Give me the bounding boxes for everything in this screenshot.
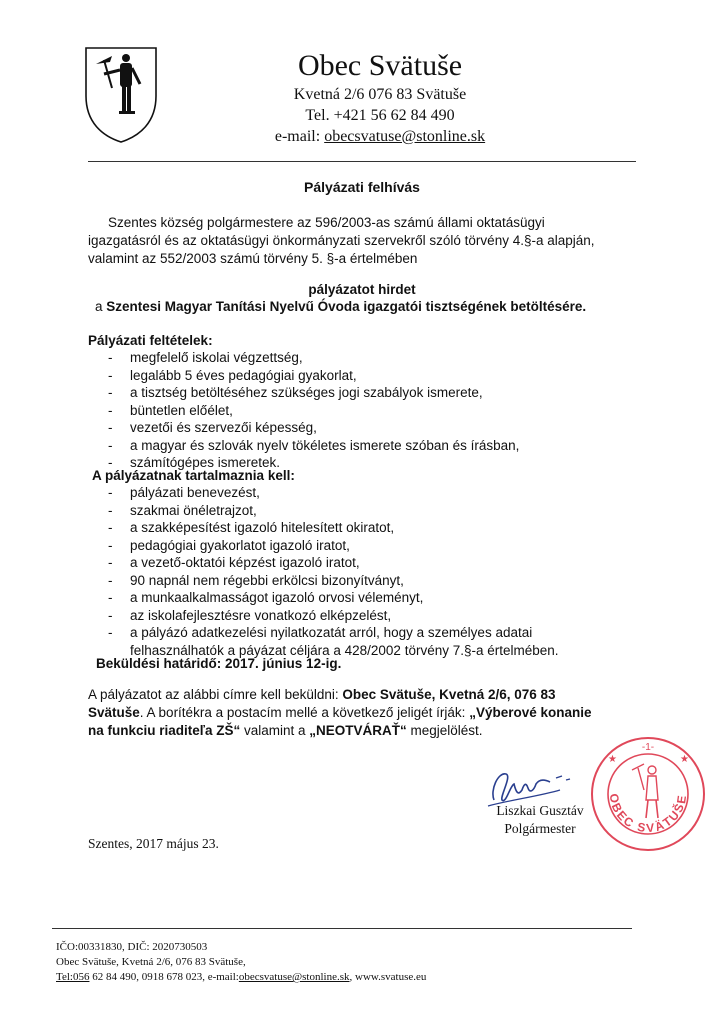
list-item: - vezetői és szervezői képesség,: [108, 419, 519, 437]
email-label: e-mail:: [274, 128, 325, 145]
list-item: - a munkaalkalmasságot igazoló orvosi véleményt,: [108, 589, 559, 607]
document-title: Pályázati felhívás: [304, 179, 420, 195]
svg-text:OBEC SVÄTUŠE: [607, 793, 690, 836]
list-item: - számítógépes ismeretek.: [108, 454, 519, 472]
footer-ids: IČO:00331830, DIČ: 2020730503: [56, 941, 208, 953]
list-item: - a tisztség betöltéséhez szükséges jogi szabályok ismerete,: [108, 384, 519, 402]
intro-line-2: igazgatásról és az oktatásügyi önkormányzati szervekről szóló törvény 4.§-a alapján,: [88, 233, 595, 248]
coat-of-arms-icon: [82, 44, 160, 144]
list-item-continuation: felhasználhatók a páyázat céljára a 428/2002 törvény 7.§-a értelmében.: [130, 642, 559, 658]
conditions-list: [108, 349, 519, 472]
submission-line-2: Svätuše. A borítékra a postacím mellé a következő jeligét írják: „Výberové konanie: [88, 705, 592, 720]
footer: [56, 940, 426, 985]
list-item: - a vezető-oktatói képzést igazoló iratot,: [108, 554, 559, 572]
conditions-heading: Pályázati feltételek:: [88, 333, 213, 348]
signatory-role: Polgármester: [504, 821, 576, 836]
submission-line-3: na funkciu riaditeľa ZŠ“ valamint a „NEOTVÁRAŤ“ megjelölést.: [88, 723, 483, 738]
intro-line-3: valamint az 552/2003 számú törvény 5. §-a értelmében: [88, 251, 418, 266]
footer-divider: [52, 928, 632, 929]
org-address: Kvetná 2/6 076 83 Svätuše: [293, 86, 467, 103]
stamp-number: -1-: [641, 742, 655, 753]
org-phone: Tel. +421 56 62 84 490: [305, 107, 455, 124]
official-stamp-icon: [588, 734, 708, 854]
list-item: - büntetlen előélet,: [108, 402, 519, 420]
list-item: - 90 napnál nem régebbi erkölcsi bizonyítványt,: [108, 572, 559, 590]
list-item: - a magyar és szlovák nyelv tökéletes ismerete szóban és írásban,: [108, 437, 519, 455]
list-item: - a szakképesítést igazoló hitelesített okiratot,: [108, 519, 559, 537]
intro-line-1: Szentes község polgármestere az 596/2003-as számú állami oktatásügyi: [108, 215, 545, 230]
subject-text: Szentesi Magyar Tanítási Nyelvű Óvoda igazgatói tisztségének betöltésére.: [106, 299, 587, 314]
list-item: - pályázati benevezést,: [108, 484, 559, 502]
footer-address: Obec Svätuše, Kvetná 2/6, 076 83 Svätuše,: [56, 956, 246, 968]
svg-text:★: ★: [608, 754, 617, 765]
announce-subject: a Szentesi Magyar Tanítási Nyelvű Óvoda igazgatói tisztségének betöltésére.: [95, 299, 587, 314]
submission-line-1: A pályázatot az alábbi címre kell beküldni: Obec Svätuše, Kvetná 2/6, 076 83: [88, 687, 556, 702]
list-item: - pedagógiai gyakorlatot igazoló iratot,: [108, 537, 559, 555]
footer-contact: Tel:056 62 84 490, 0918 678 023, e-mail:obecsvatuse@stonline.sk, www.svatuse.eu: [56, 971, 427, 983]
deadline: Beküldési határidő: 2017. június 12-ig.: [96, 656, 342, 671]
list-item: - szakmai önéletrajzot,: [108, 502, 559, 520]
org-email-line: [230, 126, 530, 147]
svg-text:★: ★: [680, 754, 689, 765]
announce-headline: pályázatot hirdet: [308, 282, 416, 297]
contents-list: [108, 484, 559, 659]
signatory: [480, 802, 600, 838]
org-name: Obec Svätuše: [297, 49, 463, 82]
stamp-text: OBEC SVÄTUŠE: [606, 792, 690, 836]
email-link[interactable]: obecsvatuse@stonline.sk: [324, 128, 486, 145]
signatory-name: Liszkai Gusztáv: [496, 803, 584, 818]
letterhead: [230, 48, 530, 147]
footer-web: , www.svatuse.eu: [349, 971, 427, 983]
list-item: - legalább 5 éves pedagógiai gyakorlat,: [108, 367, 519, 385]
list-item: - a pályázó adatkezelési nyilatkozatát arról, hogy a személyes adatai felhasználhatók a páyázat céljára a 428/2002 törvény 7.§-a értelmében.: [108, 624, 559, 659]
list-item: - az iskolafejlesztésre vonatkozó elképzelést,: [108, 607, 559, 625]
footer-email-link[interactable]: obecsvatuse@stonline.sk: [238, 971, 350, 983]
intro-paragraph: [88, 214, 648, 268]
contents-heading: A pályázatnak tartalmaznia kell:: [92, 468, 295, 483]
submission-paragraph: [88, 686, 648, 740]
issue-date: Szentes, 2017 május 23.: [88, 836, 219, 851]
header-divider: [88, 161, 636, 162]
list-item: - megfelelő iskolai végzettség,: [108, 349, 519, 367]
